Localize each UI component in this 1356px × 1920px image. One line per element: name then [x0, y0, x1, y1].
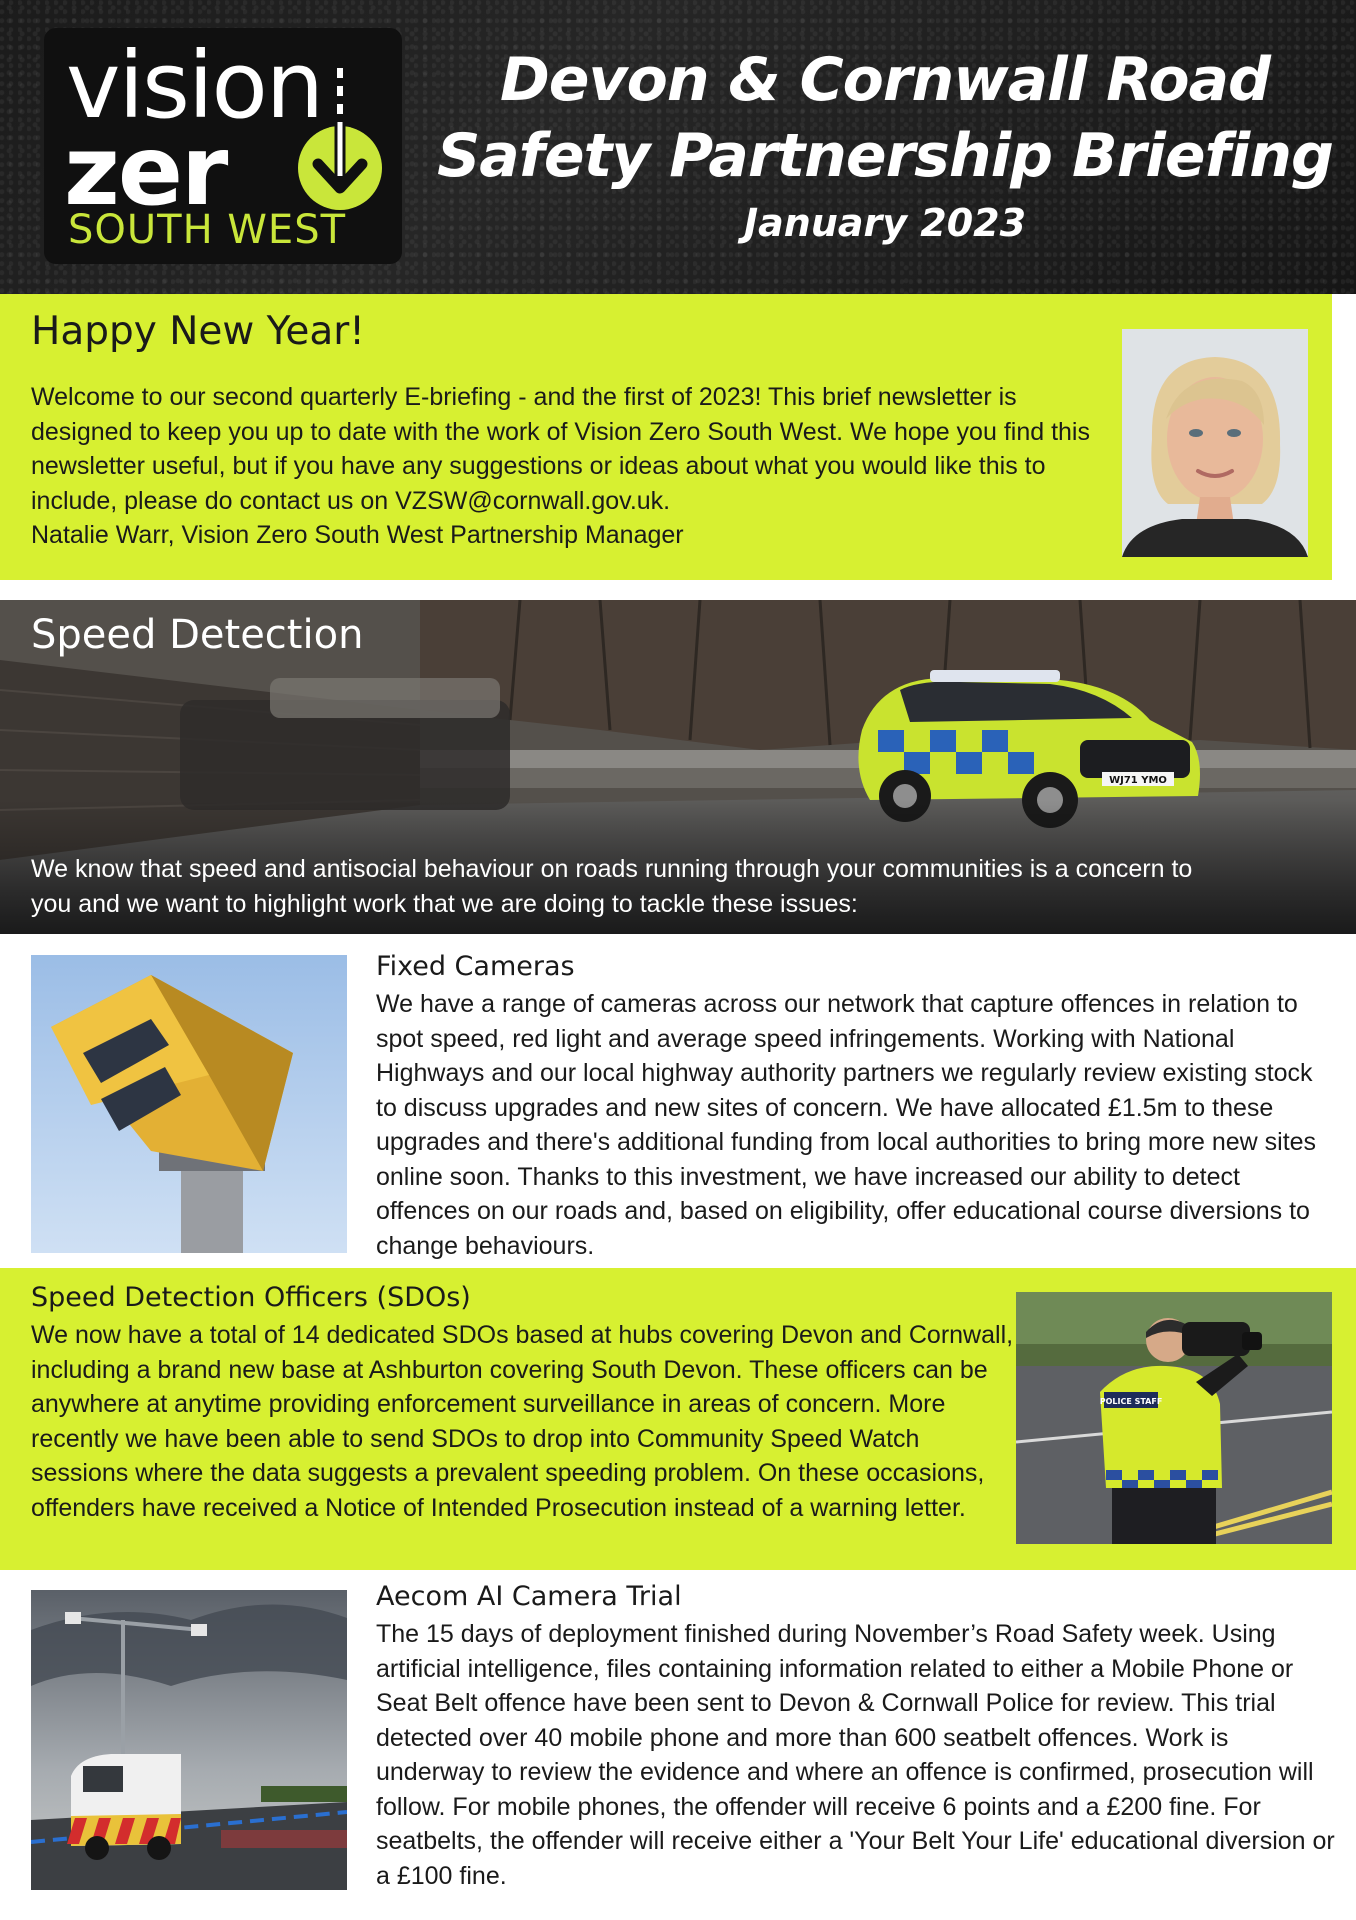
signature: Natalie Warr, Vision Zero South West Partnership Manager: [31, 521, 684, 549]
vest-label: POLICE STAFF: [1099, 1397, 1163, 1406]
happy-new-year-text: [31, 380, 1101, 553]
logo-down-arrow-icon: [292, 68, 388, 218]
happy-new-year-section: [0, 294, 1332, 580]
vision-zero-logo: [44, 28, 402, 264]
ai-camera-van-photo: [31, 1590, 347, 1890]
happy-new-year-body: Welcome to our second quarterly E-briefing - and the first of 2023! This brief newsletter is designed to keep you up to date with the work of Vision Zero South West. We hope you find this newsletter useful, but if you have any suggestions or ideas about what you would like this to include, please do contact us on VZSW@cornwall.gov.uk.: [31, 383, 1090, 515]
sdo-heading: Speed Detection Officers (SDOs): [31, 1282, 471, 1313]
logo-south-west: SOUTH WEST: [68, 207, 347, 253]
speed-detection-heading: Speed Detection: [31, 612, 364, 658]
manager-portrait: [1122, 329, 1308, 557]
speed-detection-banner: [0, 600, 1356, 934]
speed-officer-photo: [1016, 1292, 1332, 1544]
sdo-text: We now have a total of 14 dedicated SDOs based at hubs covering Devon and Cornwall, including a brand new base at Ashburton covering South Devon. These officers can be anywhere at anytime providing enforcement surveillance in areas of concern. More recently we have been able to send SDOs to drop into Community Speed Watch sessions where the data suggests a prevalent speeding problem. On these occasions, offenders have received a Notice of Intended Prosecution instead of a warning letter.: [31, 1321, 1014, 1522]
speed-detection-intro: We know that speed and antisocial behaviour on roads running through your communities is a concern to you and we want to highlight work that we are doing to tackle these issues:: [31, 855, 1193, 918]
title-line-1: Devon & Cornwall Road: [499, 45, 1270, 115]
header-banner: [0, 0, 1356, 294]
aecom-heading: Aecom AI Camera Trial: [376, 1581, 682, 1612]
number-plate: WJ71 YMO: [1109, 775, 1167, 786]
title-line-2: Safety Partnership Briefing: [437, 121, 1333, 191]
fixed-cameras-text: We have a range of cameras across our network that capture offences in relation to spot speed, red light and average speed infringements. Working with National Highways and our local highway authority partners we regularly review existing stock to discuss upgrades and new sites of concern. We have allocated £1.5m to these upgrades and there's additional funding from local authorities to bring more new sites online soon. Thanks to this investment, we have increased our ability to detect offences on our roads and, based on eligibility, offer educational course diversions to change behaviours.: [376, 990, 1317, 1260]
speed-camera-photo: [31, 955, 347, 1253]
sdo-section: [0, 1268, 1356, 1570]
fixed-cameras-heading: Fixed Cameras: [376, 951, 575, 982]
briefing-title: [420, 42, 1350, 194]
logo-word-vision: vision: [66, 32, 323, 139]
logo-word-zero: zer: [64, 115, 227, 227]
happy-new-year-heading: Happy New Year!: [31, 309, 365, 354]
briefing-date: January 2023: [743, 201, 1027, 245]
aecom-text: The 15 days of deployment finished during November’s Road Safety week. Using artificial intelligence, files containing information related to either a Mobile Phone or Seat Belt offence have been sent to Devon & Cornwall Police for review. This trial detected over 40 mobile phone and more than 600 seatbelt offences. Work is underway to review the evidence and where an offence is confirmed, prosecution will follow. For mobile phones, the offender will receive 6 points and a £200 fine. For seatbelts, the offender will receive either a 'Your Belt Your Life' educational diversion or a £100 fine.: [376, 1620, 1335, 1890]
